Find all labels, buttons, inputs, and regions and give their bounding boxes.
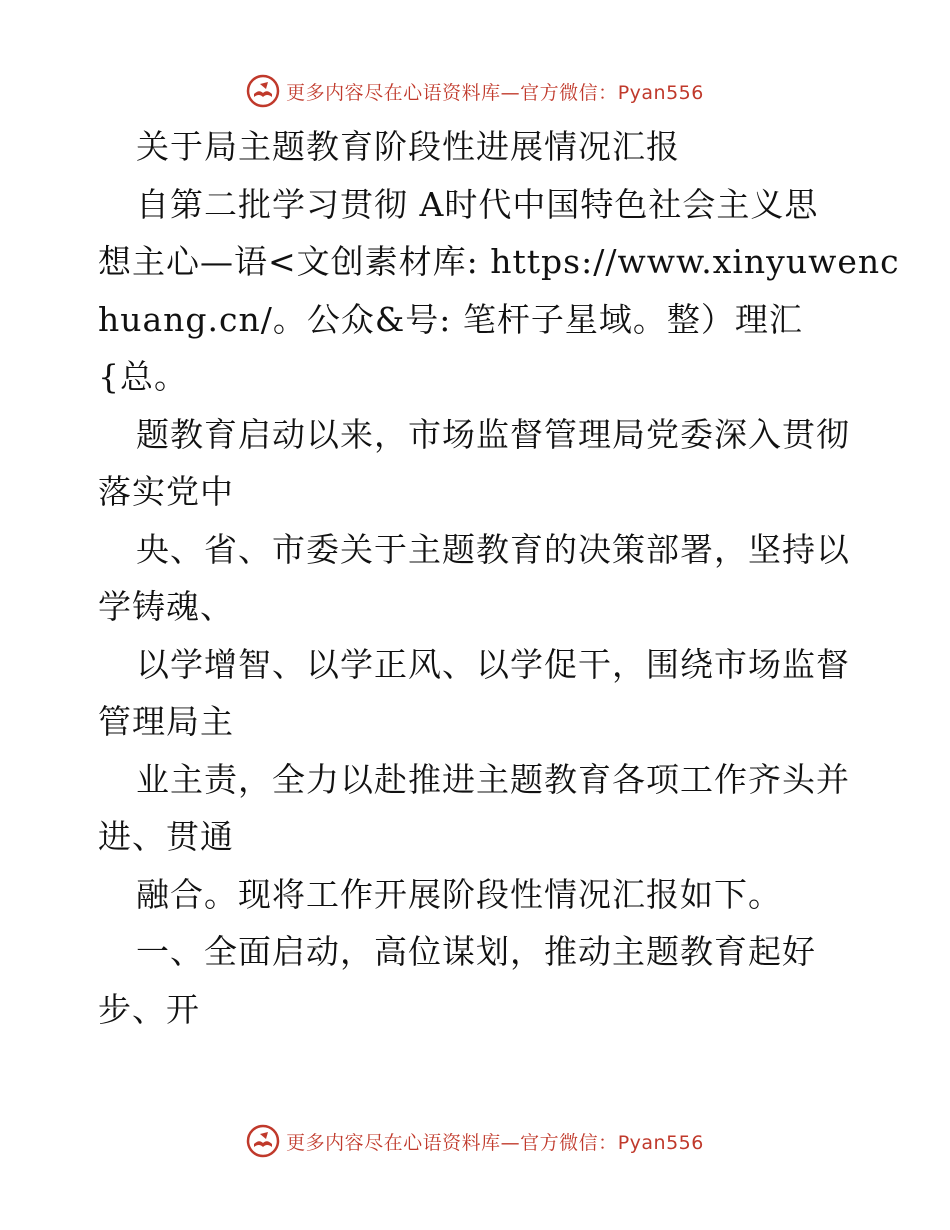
section-heading-line: 一、全面启动，高位谋划，推动主题教育起好	[136, 932, 816, 971]
paragraph-line: 学铸魂、	[98, 587, 234, 626]
section-heading-line: 步、开	[98, 989, 200, 1029]
paragraph-line: 题教育启动以来，市场监督管理局党委深入贯彻	[136, 414, 850, 454]
footer-watermark-banner	[0, 1121, 950, 1161]
paragraph-line: 业主责，全力以赴推进主题教育各项工作齐头并	[136, 759, 850, 799]
paragraph-line: {总。	[98, 357, 188, 396]
paragraph-line: 央、省、市委关于主题教育的决策部署，坚持以	[136, 529, 850, 569]
open-book-logo-icon	[246, 74, 280, 108]
paragraph-line: 管理局主	[98, 702, 234, 741]
header-watermark-banner	[0, 71, 950, 111]
banner-separator: —	[500, 81, 521, 104]
banner-text	[286, 1128, 704, 1155]
document-body	[98, 118, 900, 1038]
banner-text	[286, 78, 704, 105]
banner-wechat-id: Pyan556	[617, 1131, 704, 1154]
open-book-logo-icon	[246, 1124, 280, 1158]
banner-wechat-id: Pyan556	[617, 81, 704, 104]
paragraph-line: 以学增智、以学正风、以学促干，围绕市场监督	[136, 644, 850, 684]
paragraph-line: 想主心—语<文创素材库: https://www.xinyuwenc	[98, 242, 900, 281]
banner-wechat-label: 官方微信：	[520, 1131, 618, 1154]
banner-wechat-label: 官方微信：	[520, 81, 618, 104]
paragraph-line: 落实党中	[98, 472, 234, 511]
paragraph-line: 进、贯通	[98, 817, 234, 856]
document-title: 关于局主题教育阶段性进展情况汇报	[136, 127, 680, 166]
paragraph-line: 自第二批学习贯彻 A时代中国特色社会主义思	[136, 184, 819, 224]
banner-library-text: 更多内容尽在心语资料库	[286, 81, 501, 104]
banner-separator: —	[500, 1131, 521, 1154]
banner-library-text: 更多内容尽在心语资料库	[286, 1131, 501, 1154]
paragraph-line: huang.cn/。公众&号: 笔杆子星域。整）理汇	[98, 299, 803, 339]
paragraph-line: 融合。现将工作开展阶段性情况汇报如下。	[136, 874, 782, 914]
